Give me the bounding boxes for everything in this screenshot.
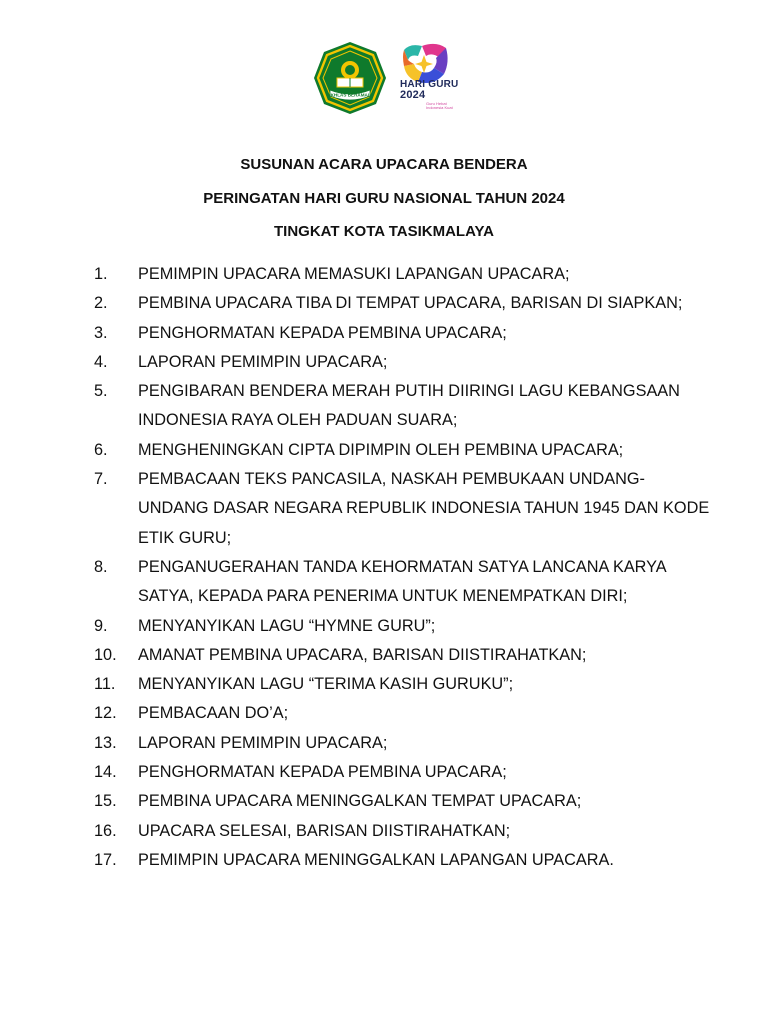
agenda-item — [94, 260, 714, 289]
hari-guru-title — [400, 80, 458, 101]
agenda-text: PEMBINA UPACARA TIBA DI TEMPAT UPACARA, BARISAN DI SIAPKAN; — [138, 294, 683, 313]
agenda-item — [94, 377, 714, 436]
kemenag-emblem-icon — [312, 40, 388, 116]
agenda-item — [94, 641, 714, 670]
agenda-number: 3. — [94, 323, 108, 342]
kemenag-ribbon-text: IKHLAS BERAMAL — [329, 92, 371, 98]
title-line-2: PERINGATAN HARI GURU NASIONAL TAHUN 2024 — [203, 189, 565, 207]
agenda-item — [94, 729, 714, 758]
hari-guru-2024-logo — [396, 42, 466, 118]
agenda-text: PEMBINA UPACARA MENINGGALKAN TEMPAT UPACARA; — [138, 792, 582, 811]
agenda-text: MENGHENINGKAN CIPTA DIPIMPIN OLEH PEMBINA UPACARA; — [138, 440, 624, 459]
agenda-number: 16. — [94, 821, 117, 840]
agenda-item — [94, 699, 714, 728]
agenda-item — [94, 436, 714, 465]
agenda-text: MENYANYIKAN LAGU “HYMNE GURU”; — [138, 616, 436, 635]
agenda-text: LAPORAN PEMIMPIN UPACARA; — [138, 352, 388, 371]
agenda-item — [94, 553, 714, 612]
agenda-number: 5. — [94, 382, 108, 401]
agenda-number: 15. — [94, 792, 117, 811]
hari-guru-tagline: Guru Hebat Indonesia Kuat — [426, 101, 453, 110]
agenda-item — [94, 817, 714, 846]
agenda-text: AMANAT PEMBINA UPACARA, BARISAN DIISTIRAHATKAN; — [138, 645, 587, 664]
agenda-text: PENGIBARAN BENDERA MERAH PUTIH DIIRINGI LAGU KEBANGSAAN INDONESIA RAYA OLEH PADUAN SUARA; — [138, 382, 680, 430]
agenda-item — [94, 465, 714, 553]
agenda-number: 1. — [94, 265, 108, 283]
agenda-item — [94, 670, 714, 699]
hari-guru-year-text: 2024 — [400, 89, 426, 101]
agenda-number: 4. — [94, 352, 108, 371]
agenda-number: 2. — [94, 294, 108, 313]
title-line-1: SUSUNAN ACARA UPACARA BENDERA — [240, 156, 528, 173]
agenda-text: UPACARA SELESAI, BARISAN DIISTIRAHATKAN; — [138, 821, 511, 840]
header-logos — [0, 40, 768, 120]
document-title — [0, 148, 768, 249]
agenda-text: PENGANUGERAHAN TANDA KEHORMATAN SATYA LANCANA KARYA SATYA, KEPADA PARA PENERIMA UNTUK MENEMPATKAN DIRI; — [138, 557, 666, 606]
agenda-item — [94, 612, 714, 641]
agenda-number: 17. — [94, 850, 117, 869]
agenda-number: 6. — [94, 440, 108, 459]
agenda-number: 13. — [94, 733, 117, 752]
agenda-number: 11. — [94, 675, 116, 694]
agenda-item — [94, 758, 714, 787]
agenda-item — [94, 289, 714, 318]
agenda-item — [94, 319, 714, 348]
agenda-number: 8. — [94, 557, 108, 576]
agenda-number: 14. — [94, 763, 117, 782]
agenda-item — [94, 846, 714, 875]
agenda-text: PEMIMPIN UPACARA MEMASUKI LAPANGAN UPACARA; — [138, 265, 570, 283]
agenda-list — [94, 260, 714, 875]
agenda-text: PEMIMPIN UPACARA MENINGGALKAN LAPANGAN UPACARA. — [138, 850, 614, 869]
agenda-text: PENGHORMATAN KEPADA PEMBINA UPACARA; — [138, 323, 507, 342]
hari-guru-title-text: HARI GURU — [400, 79, 459, 90]
agenda-text: PENGHORMATAN KEPADA PEMBINA UPACARA; — [138, 763, 507, 782]
agenda-number: 12. — [94, 704, 117, 723]
agenda-text: LAPORAN PEMIMPIN UPACARA; — [138, 733, 388, 752]
agenda-number: 7. — [94, 470, 108, 489]
title-line-3: TINGKAT KOTA TASIKMALAYA — [274, 223, 494, 240]
agenda-item — [94, 787, 714, 816]
agenda-number: 10. — [94, 645, 117, 664]
agenda-text: PEMBACAAN DO’A; — [138, 704, 289, 723]
agenda-number: 9. — [94, 616, 108, 635]
agenda-text: PEMBACAAN TEKS PANCASILA, NASKAH PEMBUKAAN UNDANG-UNDANG DASAR NEGARA REPUBLIK INDONESIA TAHUN 1945 DAN KODE ETIK GURU; — [138, 470, 710, 547]
agenda-item — [94, 348, 714, 377]
agenda-text: MENYANYIKAN LAGU “TERIMA KASIH GURUKU”; — [138, 675, 514, 694]
